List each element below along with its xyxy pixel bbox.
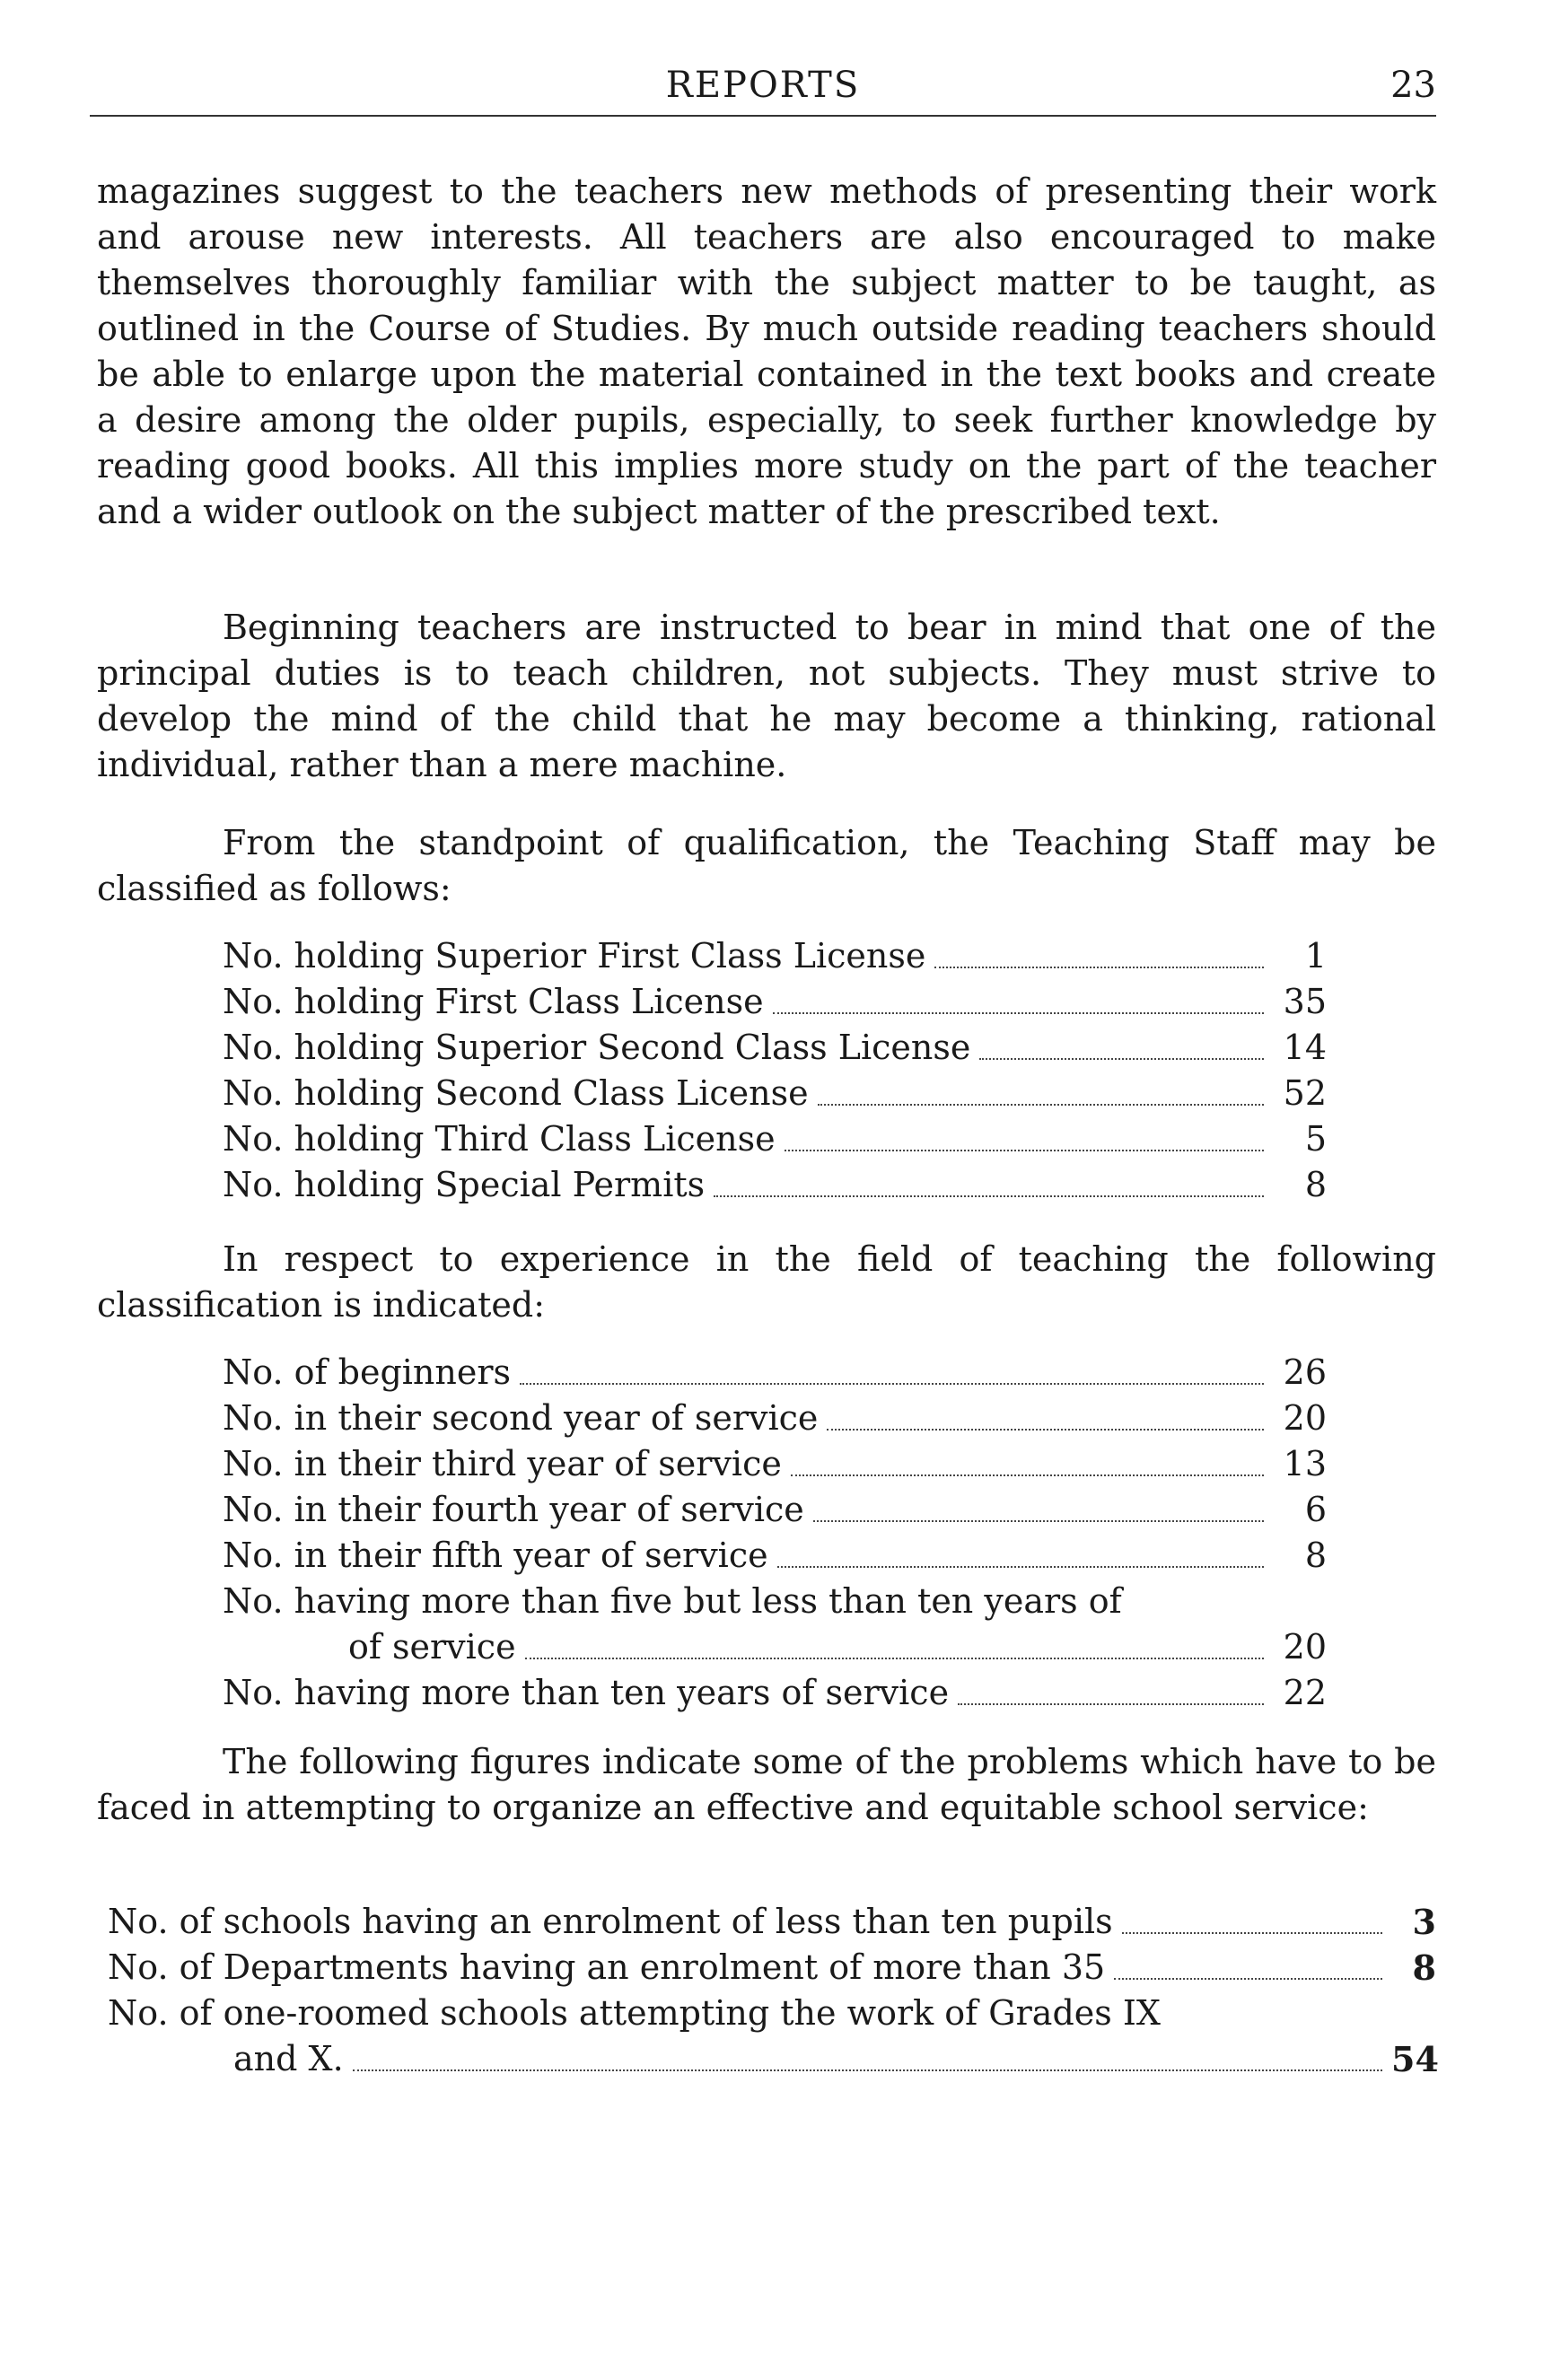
item-value: 22	[1283, 1673, 1327, 1712]
dot-leader	[714, 1195, 1264, 1197]
dot-leader	[353, 2069, 1382, 2071]
paragraph-2: Beginning teachers are instructed to bear in mind that one of the principal duties is to teach children, not subjects. They must strive to develop the mind of the child that he may become a thinking, rational individual, rather than a mere machine.	[97, 608, 1436, 784]
dot-leader	[827, 1429, 1264, 1431]
list-item	[108, 2036, 1439, 2082]
list-item	[223, 1624, 1327, 1670]
item-value: 1	[1304, 936, 1327, 976]
item-value: 3	[1412, 1902, 1436, 1942]
dot-leader	[813, 1520, 1264, 1522]
page-number: 23	[1390, 65, 1436, 106]
list-item	[108, 1899, 1436, 1945]
list-item	[223, 1071, 1327, 1116]
item-label: No. in their fifth year of service	[223, 1536, 768, 1575]
item-label: No. of Departments having an enrolment of more than 35	[108, 1947, 1106, 1987]
item-label: No. holding First Class License	[223, 982, 764, 1021]
dot-leader	[791, 1474, 1264, 1476]
paragraph-4: In respect to experience in the field of teaching the following classification is indicated:	[97, 1239, 1436, 1325]
dot-leader	[818, 1104, 1264, 1106]
item-value: 8	[1304, 1165, 1327, 1204]
item-label: No. in their second year of service	[223, 1398, 819, 1438]
item-label: No. holding Third Class License	[223, 1119, 776, 1159]
list-item	[223, 979, 1327, 1025]
item-label: No. having more than five but less than ten years of	[223, 1581, 1122, 1621]
item-label: No. in their third year of service	[223, 1444, 782, 1483]
dot-leader	[1114, 1978, 1382, 1980]
paragraph-1: magazines suggest to the teachers new methods of presenting their work and arouse new interests. All teachers are also encouraged to make themselves thoroughly familiar with the subject matter to be taught, as outlined in the Course of Studies. By much outside reading teachers should be able to enlarge upon the material contained in the text books and create a desire among the older pupils, especially, to seek further knowledge by reading good books. All this implies more study on the part of the teacher and a wider outlook on the subject matter of the prescribed text.	[97, 171, 1436, 531]
dot-leader	[525, 1658, 1264, 1659]
item-value: 52	[1283, 1073, 1327, 1113]
list-item	[223, 1116, 1327, 1162]
paragraph-3: From the standpoint of qualification, the Teaching Staff may be classified as follows:	[97, 823, 1436, 908]
dot-leader	[958, 1703, 1264, 1705]
page-header	[90, 65, 1436, 118]
item-value: 13	[1283, 1444, 1327, 1483]
list-item	[223, 1025, 1327, 1071]
dot-leader	[785, 1150, 1264, 1151]
item-label: No. in their fourth year of service	[223, 1490, 804, 1529]
item-label: No. of one-roomed schools attempting the work of Grades IX	[108, 1993, 1161, 2033]
item-value: 54	[1391, 2039, 1439, 2079]
paragraph-5: The following figures indicate some of the problems which have to be faced in attempting to organize an effective and equitable school service:	[97, 1742, 1436, 1827]
dot-leader	[520, 1383, 1264, 1385]
problems-list	[108, 1899, 1439, 2082]
list-item	[223, 1579, 1327, 1624]
item-value: 35	[1283, 982, 1327, 1021]
item-label: No. holding Special Permits	[223, 1165, 706, 1204]
list-item	[223, 1396, 1327, 1441]
item-label: of service	[348, 1627, 516, 1667]
dot-leader	[979, 1058, 1264, 1060]
item-label: No. holding Superior Second Class License	[223, 1028, 971, 1067]
list-item	[223, 1350, 1327, 1396]
item-label: No. of beginners	[223, 1352, 512, 1392]
dot-leader	[1122, 1932, 1382, 1934]
qualification-list	[223, 933, 1327, 1208]
item-value: 26	[1283, 1352, 1327, 1392]
list-item	[223, 1533, 1327, 1579]
item-value: 20	[1283, 1627, 1327, 1667]
dot-leader	[773, 1012, 1264, 1014]
item-value: 8	[1412, 1947, 1436, 1988]
list-item	[223, 1670, 1327, 1716]
list-item	[223, 933, 1327, 979]
item-value: 5	[1304, 1119, 1327, 1159]
list-item	[223, 1162, 1327, 1208]
item-value: 20	[1283, 1398, 1327, 1438]
item-value: 14	[1283, 1028, 1327, 1067]
item-label: No. holding Superior First Class License	[223, 936, 926, 976]
item-label: and X.	[233, 2039, 344, 2078]
list-item	[108, 1945, 1436, 1991]
experience-list	[223, 1350, 1327, 1716]
item-value: 6	[1304, 1490, 1327, 1529]
item-label: No. having more than ten years of service	[223, 1673, 950, 1712]
item-label: No. holding Second Class License	[223, 1073, 809, 1113]
running-head: REPORTS	[665, 65, 861, 106]
item-value: 8	[1304, 1536, 1327, 1575]
dot-leader	[777, 1566, 1264, 1568]
list-item	[108, 1991, 1436, 2036]
item-label: No. of schools having an enrolment of less than ten pupils	[108, 1902, 1113, 1941]
list-item	[223, 1441, 1327, 1487]
dot-leader	[934, 967, 1264, 968]
header-rule	[90, 115, 1436, 117]
list-item	[223, 1487, 1327, 1533]
